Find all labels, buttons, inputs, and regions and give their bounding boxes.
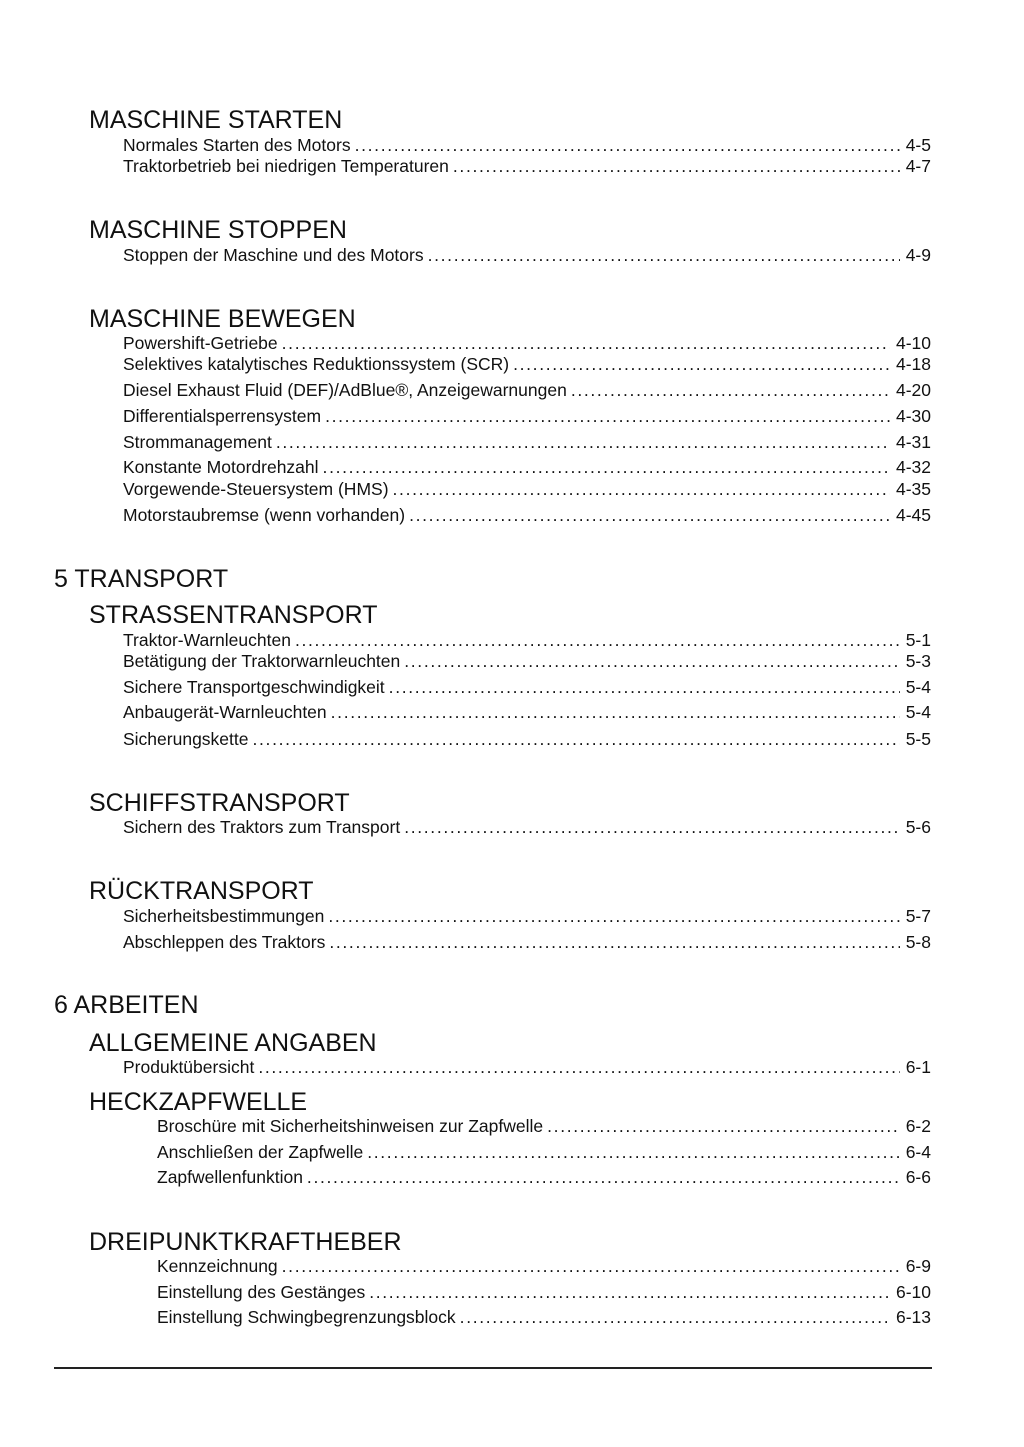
- toc-entry-label: Sichere Transportgeschwindigkeit: [123, 677, 385, 697]
- toc-entry[interactable]: [157, 1114, 931, 1138]
- toc-entry[interactable]: [157, 1305, 931, 1329]
- toc-entry-page: 5-3: [905, 651, 931, 671]
- toc-entry-label: Betätigung der Traktorwarnleuchten: [123, 651, 401, 671]
- toc-entry[interactable]: [157, 1140, 931, 1164]
- dot-leader: [460, 1305, 890, 1329]
- toc-entry-page: 4-20: [895, 380, 931, 400]
- toc-entry[interactable]: [123, 455, 931, 479]
- dot-leader: [369, 1280, 890, 1304]
- toc-entry-page: 4-45: [895, 505, 931, 525]
- dot-leader: [404, 649, 899, 673]
- toc-entry-page: 4-18: [895, 354, 931, 374]
- toc-entry-label: Differentialsperrensystem: [123, 406, 322, 426]
- section-heading: DREIPUNKTKRAFTHEBER: [89, 1228, 402, 1256]
- dot-leader: [571, 378, 890, 402]
- dot-leader: [453, 154, 900, 178]
- toc-entry[interactable]: [123, 904, 931, 928]
- dot-leader: [389, 675, 900, 699]
- toc-entry[interactable]: [123, 649, 931, 673]
- toc-entry-label: Selektives katalytisches Reduktionssystem (SCR): [123, 354, 510, 374]
- dot-leader: [258, 1055, 899, 1079]
- footer-divider: [54, 1367, 932, 1369]
- toc-entry-label: Diesel Exhaust Fluid (DEF)/AdBlue®, Anzeigewarnungen: [123, 380, 567, 400]
- toc-entry[interactable]: [123, 352, 931, 376]
- dot-leader: [367, 1140, 899, 1164]
- toc-entry[interactable]: [123, 700, 931, 724]
- toc-entry-page: 4-31: [895, 432, 931, 452]
- toc-entry[interactable]: [157, 1280, 931, 1304]
- dot-leader: [409, 503, 890, 527]
- toc-entry[interactable]: [123, 930, 931, 954]
- toc-entry-page: 6-4: [905, 1142, 931, 1162]
- toc-entry-page: 4-30: [895, 406, 931, 426]
- toc-entry-label: Stoppen der Maschine und des Motors: [123, 245, 424, 265]
- toc-entry-label: Produktübersicht: [123, 1057, 255, 1077]
- toc-entry-page: 4-5: [905, 135, 931, 155]
- toc-entry-label: Sicherungskette: [123, 729, 249, 749]
- chapter-title: 5 TRANSPORT: [54, 565, 229, 593]
- toc-entry-label: Einstellung Schwingbegrenzungsblock: [157, 1307, 456, 1327]
- toc-entry-page: 6-2: [905, 1116, 931, 1136]
- toc-entry-label: Motorstaubremse (wenn vorhanden): [123, 505, 406, 525]
- section-heading: RÜCKTRANSPORT: [89, 877, 314, 905]
- section-heading: STRASSENTRANSPORT: [89, 601, 378, 629]
- toc-entry-page: 5-8: [905, 932, 931, 952]
- section-heading: MASCHINE BEWEGEN: [89, 305, 356, 333]
- toc-entry-page: 6-13: [895, 1307, 931, 1327]
- toc-entry-label: Sicherheitsbestimmungen: [123, 906, 325, 926]
- toc-entry-page: 5-1: [905, 630, 931, 650]
- toc-entry[interactable]: [123, 404, 931, 428]
- toc-entry[interactable]: [123, 815, 931, 839]
- toc-entry-label: Normales Starten des Motors: [123, 135, 351, 155]
- dot-leader: [393, 477, 890, 501]
- toc-entry-page: 5-5: [905, 729, 931, 749]
- section-heading: HECKZAPFWELLE: [89, 1088, 308, 1116]
- toc-entry[interactable]: [157, 1254, 931, 1278]
- toc-entry-label: Traktorbetrieb bei niedrigen Temperaturen: [123, 156, 449, 176]
- toc-entry[interactable]: [157, 1165, 931, 1189]
- dot-leader: [276, 430, 890, 454]
- dot-leader: [404, 815, 900, 839]
- chapter-title: 6 ARBEITEN: [54, 991, 199, 1019]
- section-heading: MASCHINE STOPPEN: [89, 216, 347, 244]
- toc-entry-label: Anschließen der Zapfwelle: [157, 1142, 364, 1162]
- toc-entry-page: 6-1: [905, 1057, 931, 1077]
- toc-entry-page: 4-32: [895, 457, 931, 477]
- toc-entry-label: Abschleppen des Traktors: [123, 932, 326, 952]
- dot-leader: [323, 455, 890, 479]
- toc-entry-page: 4-9: [905, 245, 931, 265]
- dot-leader: [329, 930, 899, 954]
- toc-entry[interactable]: [123, 243, 931, 267]
- dot-leader: [513, 352, 890, 376]
- toc-entry[interactable]: [123, 477, 931, 501]
- toc-entry[interactable]: [123, 378, 931, 402]
- toc-entry[interactable]: [123, 503, 931, 527]
- toc-entry-label: Traktor-Warnleuchten: [123, 630, 291, 650]
- toc-entry-page: 5-4: [905, 677, 931, 697]
- dot-leader: [325, 404, 890, 428]
- toc-entry-label: Sichern des Traktors zum Transport: [123, 817, 401, 837]
- toc-entry-page: 6-9: [905, 1256, 931, 1276]
- dot-leader: [282, 1254, 900, 1278]
- toc-entry-page: 5-4: [905, 702, 931, 722]
- toc-entry[interactable]: [123, 675, 931, 699]
- section-heading: ALLGEMEINE ANGABEN: [89, 1029, 377, 1057]
- toc-entry-page: 6-6: [905, 1167, 931, 1187]
- dot-leader: [428, 243, 900, 267]
- dot-leader: [328, 904, 899, 928]
- toc-entry-label: Powershift-Getriebe: [123, 333, 278, 353]
- toc-entry[interactable]: [123, 1055, 931, 1079]
- toc-entry-label: Vorgewende-Steuersystem (HMS): [123, 479, 389, 499]
- dot-leader: [253, 727, 900, 751]
- toc-entry-label: Einstellung des Gestänges: [157, 1282, 366, 1302]
- toc-entry-label: Zapfwellenfunktion: [157, 1167, 303, 1187]
- toc-entry-label: Anbaugerät-Warnleuchten: [123, 702, 327, 722]
- toc-entry-label: Kennzeichnung: [157, 1256, 278, 1276]
- section-heading: SCHIFFSTRANSPORT: [89, 789, 350, 817]
- toc-entry-label: Strommanagement: [123, 432, 272, 452]
- toc-entry-page: 4-35: [895, 479, 931, 499]
- section-heading: MASCHINE STARTEN: [89, 106, 343, 134]
- toc-entry-page: 4-10: [895, 333, 931, 353]
- toc-entry-label: Broschüre mit Sicherheitshinweisen zur Zapfwelle: [157, 1116, 544, 1136]
- toc-entry-page: 5-7: [905, 906, 931, 926]
- toc-entry[interactable]: [123, 154, 931, 178]
- toc-entry[interactable]: [123, 430, 931, 454]
- dot-leader: [307, 1165, 900, 1189]
- dot-leader: [331, 700, 900, 724]
- toc-entry-page: 4-7: [905, 156, 931, 176]
- toc-entry[interactable]: [123, 727, 931, 751]
- dot-leader: [547, 1114, 900, 1138]
- toc-entry-page: 5-6: [905, 817, 931, 837]
- toc-entry-page: 6-10: [895, 1282, 931, 1302]
- toc-entry-label: Konstante Motordrehzahl: [123, 457, 319, 477]
